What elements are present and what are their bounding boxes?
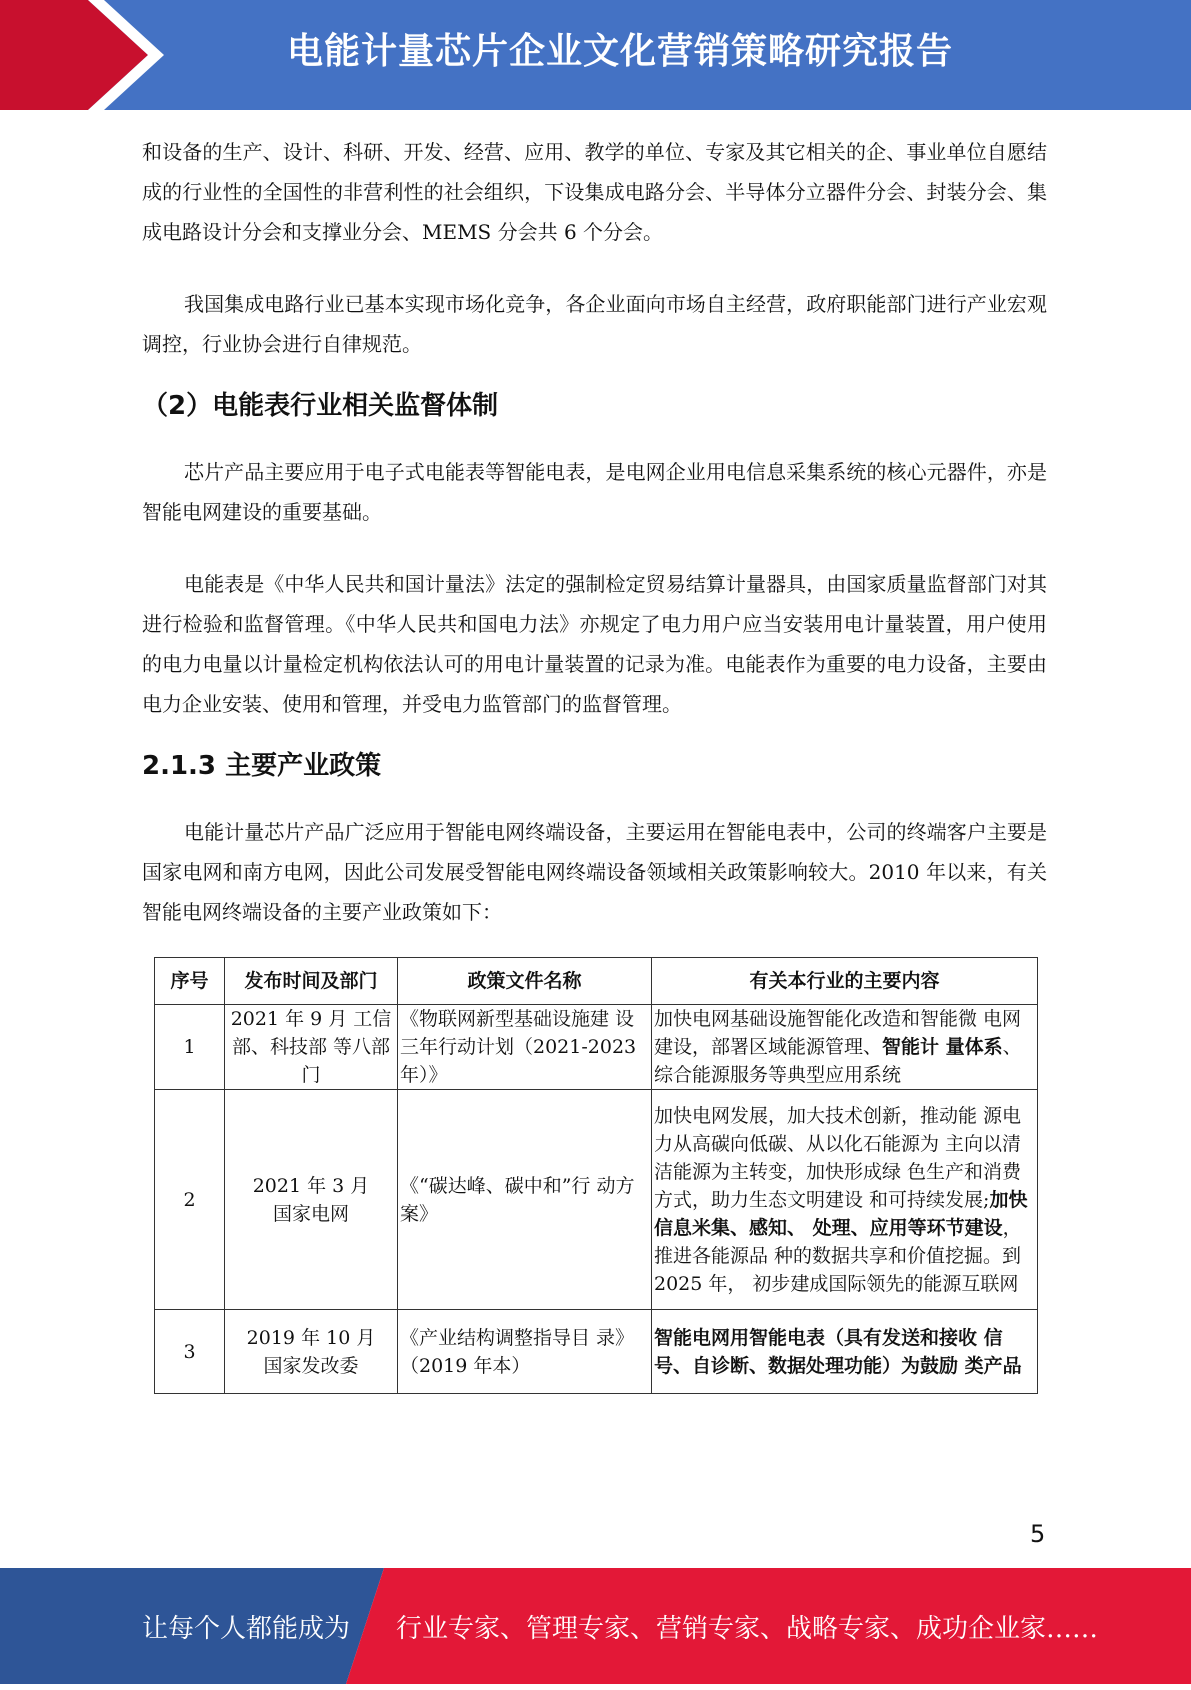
paragraph-association: 和设备的生产、设计、科研、开发、经营、应用、教学的单位、专家及其它相关的企、事业单位自愿结成的行业性的全国性的非营利性的社会组织，下设集成电路分会、半导体分立器件分会、封装分会、集成电路设计分会和支撑业分会、MEMS 分会共 6 个分会。 <box>142 140 1047 244</box>
row-number: 3 <box>155 1310 225 1394</box>
header-cell-date: 发布时间及部门 <box>225 958 398 1005</box>
row-date-dept: 2021 年 3 月 国家电网 <box>225 1090 398 1310</box>
row-policy-name: 《产业结构调整指导目 录》（2019 年本） <box>398 1310 652 1394</box>
paragraph-chip-usage: 芯片产品主要应用于电子式电能表等智能电表，是电网企业用电信息采集系统的核心元器件，亦是智能电网建设的重要基础。 <box>142 460 1047 524</box>
row-content: 加快电网基础设施智能化改造和智能微 电网建设，部署区域能源管理、智能计 量体系、综合能源服务等典型应用系统 <box>652 1005 1038 1090</box>
row-content <box>652 1310 1038 1394</box>
report-title: 电能计量芯片企业文化营销策略研究报告 <box>286 31 953 72</box>
section-heading-policy: 2.1.3 主要产业政策 <box>142 751 382 781</box>
header-cell-name: 政策文件名称 <box>398 958 652 1005</box>
row-policy-name: 《“碳达峰、碳中和”行 动方案》 <box>398 1090 652 1310</box>
row-number: 2 <box>155 1090 225 1310</box>
table-row <box>155 1310 1038 1394</box>
highlight-text: 智能电网用智能电表（具有发送和接收 信号、自诊断、数据处理功能）为鼓励 类产品 <box>654 1326 1022 1377</box>
header-cell-content: 有关本行业的主要内容 <box>652 958 1038 1005</box>
paragraph-policy-intro: 电能计量芯片产品广泛应用于智能电网终端设备，主要运用在智能电表中，公司的终端客户主要是国家电网和南方电网，因此公司发展受智能电网终端设备领域相关政策影响较大。2010 年以来，有关智能电网终端设备的主要产业政策如下： <box>142 820 1047 924</box>
document-body <box>142 132 1047 932</box>
table-header-row <box>155 958 1038 1005</box>
row-number: 1 <box>155 1005 225 1090</box>
page-header <box>0 0 1191 110</box>
highlight-text: 智能计 量体系 <box>882 1036 1003 1058</box>
row-date-dept: 2021 年 9 月 工信部、科技部 等八部门 <box>225 1005 398 1090</box>
table-row <box>155 1005 1038 1090</box>
row-policy-name: 《物联网新型基础设施建 设三年行动计划（2021-2023 年）》 <box>398 1005 652 1090</box>
header-arrow-decoration <box>0 0 260 110</box>
paragraph-market: 我国集成电路行业已基本实现市场化竞争，各企业面向市场自主经营，政府职能部门进行产业宏观调控，行业协会进行自律规范。 <box>142 292 1047 356</box>
table-row <box>155 1090 1038 1310</box>
page-number: 5 <box>1030 1520 1046 1548</box>
highlight-text: 加快信息米集、感知、 处理、应用等环节建设 <box>654 1188 1028 1239</box>
footer-slogan-right: 行业专家、管理专家、营销专家、战略专家、成功企业家…… <box>396 1614 1099 1644</box>
page-footer <box>0 1568 1191 1684</box>
header-cell-no: 序号 <box>155 958 225 1005</box>
subheading-supervision: （2）电能表行业相关监督体制 <box>142 391 499 421</box>
row-date-dept: 2019 年 10 月 国家发改委 <box>225 1310 398 1394</box>
paragraph-meter-law: 电能表是《中华人民共和国计量法》法定的强制检定贸易结算计量器具，由国家质量监督部门对其进行检验和监督管理。《中华人民共和国电力法》亦规定了电力用户应当安装用电计量装置，用户使用的电力电量以计量检定机构依法认可的用电计量装置的记录为准。电能表作为重要的电力设备，主要由电力企业安装、使用和管理，并受电力监管部门的监督管理。 <box>142 572 1047 716</box>
footer-slogan-left: 让每个人都能成为 <box>142 1614 351 1644</box>
row-content: 加快电网发展，加大技术创新，推动能 源电力从高碳向低碳、从以化石能源为 主向以清洁能源为主转变，加快形成绿 色生产和消费方式，助力生态文明建设 和可持续发展;加快信息米集、感知、 处理、应用等环节建设，推进各能源品 种的数据共享和价值挖掘。到 2025 年， 初步建成国际领先的能源互联网 <box>652 1090 1038 1310</box>
policy-table <box>154 957 1038 1394</box>
